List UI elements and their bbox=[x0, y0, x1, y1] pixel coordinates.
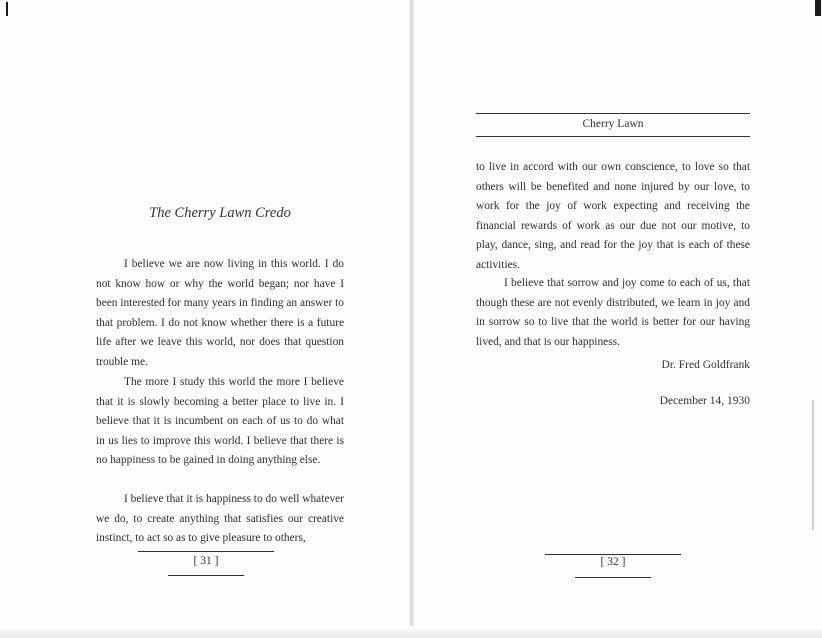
right-page-number: [ 32 ] bbox=[600, 556, 626, 568]
page-title: The Cherry Lawn Credo bbox=[149, 205, 291, 221]
running-head: Cherry Lawn bbox=[582, 118, 644, 130]
scan-corner-mark-right bbox=[815, 0, 821, 16]
left-folio-rule-bottom bbox=[168, 575, 244, 576]
scan-corner-mark-bottom-right bbox=[812, 400, 814, 530]
book-gutter bbox=[409, 0, 414, 638]
right-paragraph-2: I believe that sorrow and joy come to each of us, that though these are not evenly distributed, we learn in joy and in sorrow so to live that the world is better for our having lived, and that is our happiness. bbox=[476, 277, 750, 348]
running-head-rule-bottom bbox=[476, 136, 750, 137]
right-folio-rule-top bbox=[545, 554, 681, 555]
left-folio-rule-top bbox=[138, 551, 274, 552]
right-paragraph-1: to live in accord with our own conscience, to love so that others will be benefited and none injured by our love, to work for the joy of work expecting and receiving the financial rewards of work as our due not our motive, to play, dance, sing, and read for the joy that is each of these activities. bbox=[476, 161, 750, 271]
left-paragraph-1: I believe we are now living in this world. I do not know how or why the world began; nor have I been interested for many years in finding an answer to that problem. I do not know whether there is a future life after we leave this world, nor does that question trouble me. bbox=[96, 258, 344, 368]
running-head-rule-top bbox=[476, 113, 750, 114]
left-paragraph-3: I believe that it is happiness to do well whatever we do, to create anything that satisfies our creative instinct, to act so as to give pleasure to others, bbox=[96, 493, 344, 545]
scan-corner-mark-left bbox=[6, 2, 8, 16]
left-page-number: [ 31 ] bbox=[193, 555, 219, 567]
left-paragraph-2: The more I study this world the more I believe that it is slowly becoming a better place to live in. I believe that it is incumbent on each of us to do what in us lies to improve this world. I believe that there is no happiness to be gained in doing anything else. bbox=[96, 376, 344, 467]
signature: Dr. Fred Goldfrank bbox=[661, 359, 750, 371]
page-bottom-shadow bbox=[0, 626, 822, 638]
right-folio-rule-bottom bbox=[575, 577, 651, 578]
date: December 14, 1930 bbox=[659, 395, 750, 407]
